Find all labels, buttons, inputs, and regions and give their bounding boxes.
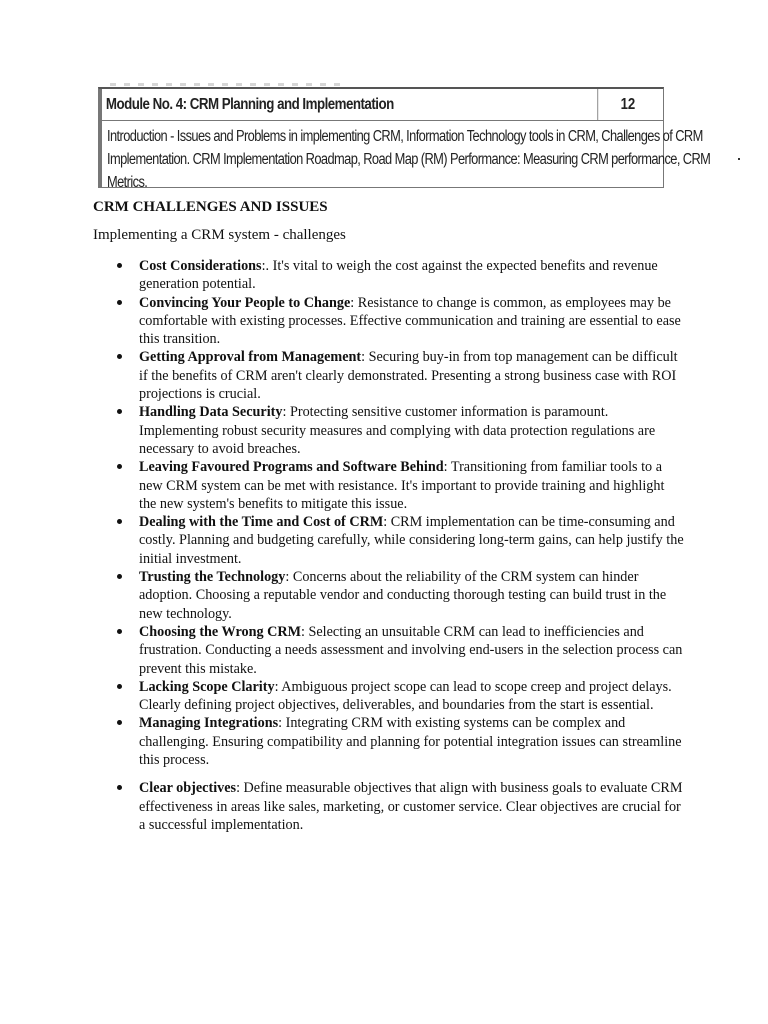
list-item <box>139 568 684 623</box>
challenge-term: Lacking Scope Clarity <box>139 678 275 695</box>
list-item <box>139 779 684 834</box>
challenge-term: Clear objectives <box>139 780 237 797</box>
margin-mark-text <box>737 150 739 159</box>
challenge-term: Dealing with the Time and Cost of CRM <box>139 514 384 531</box>
challenge-text: : Define measurable objectives that align with business goals to evaluate CRM effectiveness in areas like sales, marketing, or customer service. Clear objectives are crucial for a successful implementation. <box>139 780 683 833</box>
challenge-text: : Protecting sensitive customer information is paramount. Implementing robust security measures and complying with data protection regulations are necessary to avoid breaches. <box>139 404 656 457</box>
list-item <box>139 403 684 458</box>
challenge-term: Getting Approval from Management <box>139 349 362 366</box>
faint-header-remnant <box>110 83 340 86</box>
challenge-term: Handling Data Security <box>139 404 283 421</box>
challenge-text: : Selecting an unsuitable CRM can lead to inefficiencies and frustration. Conducting a needs assessment and involving end-users in the selection process can prevent this mistake. <box>139 623 683 677</box>
challenge-term: Cost Considerations <box>139 258 262 274</box>
challenge-text: : Resistance to change is common, as employees may be comfortable with existing processes. Effective communication and training are essential to ease this transition. <box>139 294 681 348</box>
challenge-text: : Concerns about the reliability of the CRM system can hinder adoption. Choosing a reputable vendor and conducting thorough testing can build trust in the new technology. <box>139 569 667 622</box>
challenge-text: : Integrating CRM with existing systems can be complex and challenging. Ensuring compatibility and planning for potential integration issues can streamline this process. <box>139 715 682 769</box>
challenge-term: Leaving Favoured Programs and Software Behind <box>139 459 444 476</box>
section-title: CRM CHALLENGES AND ISSUES <box>93 199 328 215</box>
list-item <box>139 623 684 678</box>
challenge-text: : Securing buy-in from top management can be difficult if the benefits of CRM aren't clearly demonstrated. Presenting a strong business case with ROI projections is crucial. <box>139 349 678 403</box>
challenge-term: Convincing Your People to Change <box>139 294 351 311</box>
list-item <box>139 294 684 349</box>
list-item <box>139 513 684 568</box>
challenge-text: : CRM implementation can be time-consuming and costly. Planning and budgeting carefully, while considering long-term gains, can help justify the initial investment. <box>139 514 684 567</box>
challenge-term: Managing Integrations <box>139 715 279 732</box>
list-item <box>139 348 684 403</box>
module-header-row <box>99 89 663 121</box>
challenge-term: Trusting the Technology <box>139 569 286 586</box>
list-item <box>139 714 684 769</box>
challenge-text: : Ambiguous project scope can lead to scope creep and project delays. Clearly defining project objectives, deliverables, and boundaries from the start is essential. <box>139 678 672 714</box>
list-item <box>139 257 684 294</box>
module-description-line: Implementation. CRM Implementation Roadmap, Road Map (RM) Performance: Measuring CRM performance, CRM <box>107 151 711 168</box>
module-description-line: Metrics. <box>107 174 148 191</box>
module-description-line: Introduction - Issues and Problems in implementing CRM, Information Technology tools in CRM, Challenges of CRM <box>107 128 703 145</box>
module-table <box>98 87 711 191</box>
intro-text: Implementing a CRM system - challenges <box>93 227 346 243</box>
module-hours: 12 <box>597 89 657 120</box>
challenge-term: Choosing the Wrong CRM <box>139 623 301 640</box>
challenge-text: : Transitioning from familiar tools to a new CRM system can be met with resistance. It's important to provide training and highlight the new system's benefits to mitigate this issue. <box>139 459 665 512</box>
list-item <box>139 458 684 513</box>
module-description <box>99 121 711 194</box>
challenge-text: :. It's vital to weigh the cost against the expected benefits and revenue generation potential. <box>139 258 658 293</box>
challenges-list <box>139 257 684 834</box>
list-item <box>139 678 684 715</box>
module-title: Module No. 4: CRM Planning and Implementation <box>105 95 394 113</box>
